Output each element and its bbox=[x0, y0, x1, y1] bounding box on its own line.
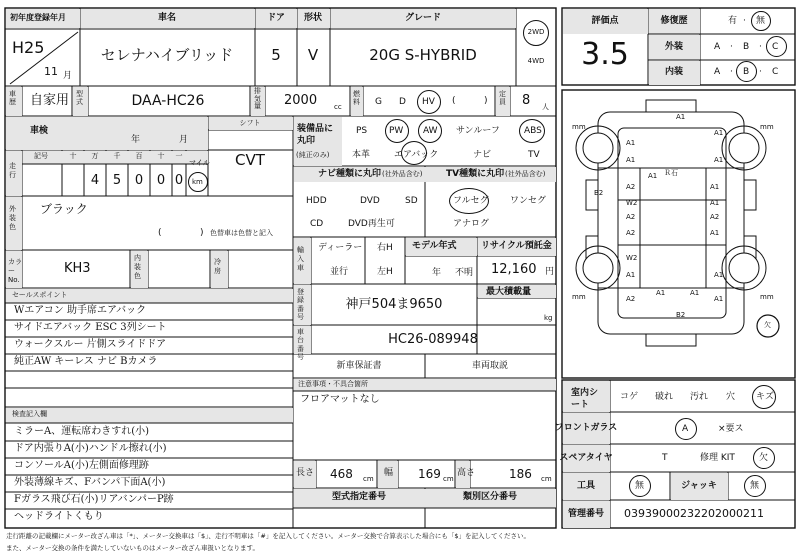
navi-label: ナビ種類に丸印 bbox=[318, 169, 382, 179]
diagram-mm-2: mm bbox=[760, 123, 774, 131]
diagram-mark-3: A1 bbox=[714, 129, 724, 137]
mileage-digit-5: 0 bbox=[174, 173, 184, 188]
shift-value: CVT bbox=[235, 151, 265, 169]
jack-none: 無 bbox=[750, 481, 760, 491]
displacement-value: 2000 bbox=[284, 93, 318, 108]
inspection-month: 月 bbox=[179, 135, 189, 145]
length-label: 長さ bbox=[296, 468, 315, 478]
fuel-hv: HV bbox=[422, 97, 435, 107]
mileage-label: 走行 bbox=[9, 162, 16, 180]
repair-history-label: 修復歴 bbox=[660, 16, 688, 26]
diagram-mark-7: B2 bbox=[594, 189, 604, 197]
people-unit: 人 bbox=[542, 103, 549, 111]
mileage-digit-1: 4 bbox=[90, 173, 100, 188]
spare-tire-t: T bbox=[662, 453, 668, 463]
seat-hole: 穴 bbox=[726, 392, 736, 402]
equip-navi: ナビ bbox=[473, 150, 492, 160]
diagram-mark-4: A1 bbox=[626, 156, 636, 164]
color-value: ブラック bbox=[40, 202, 88, 216]
drive-4wd: 4WD bbox=[527, 57, 545, 65]
door-count: 5 bbox=[271, 46, 281, 64]
repair-sep: · bbox=[743, 16, 746, 26]
type-designation-label: 型式指定番号 bbox=[331, 492, 387, 502]
diagram-mark-18: A1 bbox=[714, 271, 724, 279]
tv-fullseg: フルセグ bbox=[453, 196, 489, 206]
equip-aw: AW bbox=[423, 126, 438, 136]
repair-yes: 有 bbox=[728, 16, 738, 26]
exterior-sep-1: · bbox=[730, 42, 733, 52]
fuel-paren-close: ) bbox=[484, 96, 488, 106]
diagram-mark-15: A1 bbox=[710, 229, 720, 237]
color-paren-open: ( bbox=[158, 228, 162, 238]
sales-point-line-3: ウォークスルー 片側スライドドア bbox=[14, 339, 167, 350]
first-reg-month: 11 bbox=[44, 65, 58, 78]
inspector-line-3: コンソールA(小)左側面修理跡 bbox=[14, 460, 149, 471]
first-reg-month-unit: 月 bbox=[63, 71, 73, 81]
diagram-mark-10: W2 bbox=[626, 199, 638, 207]
place-1: 一 bbox=[175, 152, 183, 160]
diagram-mm-4: mm bbox=[760, 293, 774, 301]
inspection-label: 車検 bbox=[30, 126, 49, 136]
import-dealer: ディーラー bbox=[318, 243, 363, 253]
repair-no: 無 bbox=[756, 16, 766, 26]
management-label: 管理番号 bbox=[567, 509, 605, 519]
windshield-value: A bbox=[682, 424, 689, 434]
place-100: 百 bbox=[135, 152, 143, 160]
diagram-mark-13: A2 bbox=[710, 213, 720, 221]
navi-cd: CD bbox=[310, 219, 324, 229]
kg-unit: kg bbox=[544, 314, 553, 322]
length-unit: cm bbox=[363, 475, 374, 483]
diagram-mm-1: mm bbox=[572, 123, 586, 131]
interior-seat-label: 室内シート bbox=[571, 388, 599, 410]
inspector-line-2: ドア内張りA(小)ハンドル擦れ(小) bbox=[14, 443, 167, 454]
score-label: 評価点 bbox=[591, 16, 619, 26]
place-1k: 千 bbox=[113, 152, 121, 160]
height-label: 高さ bbox=[457, 468, 476, 478]
capacity-value: 8 bbox=[522, 93, 531, 108]
diagram-mark-21: A1 bbox=[690, 289, 700, 297]
import-right-h: 右H bbox=[377, 243, 393, 253]
inspector-line-5: Fガラス飛び石(小)リアバンパーP跡 bbox=[14, 494, 174, 505]
car-name: セレナハイブリッド bbox=[100, 46, 234, 64]
import-label: 輸入車 bbox=[297, 246, 304, 273]
fuel-d: D bbox=[399, 97, 406, 107]
fuel-label: 燃料 bbox=[353, 90, 360, 107]
plate-label: 登録番号 bbox=[297, 288, 304, 322]
recycle-value: 12,160 bbox=[491, 262, 537, 277]
fuel-g: G bbox=[375, 97, 382, 107]
shape-label: 形状 bbox=[303, 13, 323, 23]
tv-label: TV種類に丸印 bbox=[446, 169, 505, 179]
diagram-mark-22: A2 bbox=[626, 295, 636, 303]
interior-color-label: 内装色 bbox=[134, 254, 141, 281]
tv-oneseg: ワンセグ bbox=[510, 196, 547, 206]
footer-line-1: 走行距離の記載欄にメーター改ざん車は「*」、メーター交換車は「$」、走行不明車は「#」を記入してください。メーター交換で合算表示した場合にも「$」を記入してください。 bbox=[6, 532, 530, 540]
diagram-roof-mark: Ｒ石 bbox=[664, 169, 678, 177]
capacity-label: 定員 bbox=[499, 90, 506, 107]
diagram-mark-23: A1 bbox=[714, 295, 724, 303]
inspector-line-1: ミラーA、運転席わきすれ(小) bbox=[14, 426, 150, 437]
navi-dvd-playback: DVD再生可 bbox=[348, 219, 395, 229]
exterior-grade-b: B bbox=[743, 42, 750, 52]
vehicle-manual: 車両取説 bbox=[471, 361, 509, 371]
drive-2wd: 2WD bbox=[527, 28, 545, 36]
ac-label: 冷房 bbox=[214, 258, 221, 276]
chassis-value: HC26-089948 bbox=[388, 332, 478, 347]
color-paren-close: ) bbox=[200, 228, 204, 238]
mile-label: マイル bbox=[189, 159, 210, 167]
color-no-label: カラーNo. bbox=[8, 258, 22, 285]
plate-value: 神戸504ま9650 bbox=[345, 297, 443, 312]
diagram-mark-1: A1 bbox=[676, 113, 686, 121]
max-load-label: 最大積載量 bbox=[486, 287, 532, 297]
navi-dvd: DVD bbox=[360, 196, 380, 206]
displacement-label: 排気量 bbox=[254, 87, 261, 111]
interior-sep-1: · bbox=[730, 67, 733, 77]
chassis-label: 車台番号 bbox=[297, 328, 304, 362]
height-value: 186 bbox=[509, 467, 532, 481]
height-unit: cm bbox=[541, 475, 552, 483]
import-left-h: 左H bbox=[377, 267, 393, 277]
category-label: 車歴 bbox=[9, 90, 16, 107]
recycle-label: リサイクル預託金 bbox=[481, 241, 552, 251]
diagram-lack-mark: 欠 bbox=[764, 321, 771, 329]
door-label: ドア bbox=[267, 13, 285, 23]
sales-point-line-1: Wエアコン 助手席エアバック bbox=[14, 305, 147, 316]
diagram-mark-9: A1 bbox=[710, 183, 720, 191]
equip-abs: ABS bbox=[524, 126, 542, 136]
tv-note: (社外品含む) bbox=[505, 170, 546, 178]
exterior-label: 外装 bbox=[664, 42, 684, 52]
equip-pw: PW bbox=[389, 126, 404, 136]
width-value: 169 bbox=[418, 467, 441, 481]
inspector-line-4: 外装薄線キズ、Fバンパ下面A(小) bbox=[14, 477, 166, 488]
diagram-mark-6: A1 bbox=[648, 172, 658, 180]
equip-airbag: エアバック bbox=[394, 150, 439, 160]
windshield-label: フロントガラス bbox=[554, 423, 618, 433]
inspector-label: 検査記入欄 bbox=[12, 410, 47, 418]
inspector-line-6: ヘッドライトくもり bbox=[14, 511, 104, 522]
km-label: km bbox=[192, 178, 203, 186]
first-reg-era: H25 bbox=[12, 38, 45, 57]
spare-tire-kit: 修理 KIT bbox=[700, 453, 735, 463]
equip-ps: PS bbox=[356, 126, 368, 136]
grade-label: グレード bbox=[404, 13, 442, 23]
navi-note: (社外品含む) bbox=[382, 170, 423, 178]
interior-grade-b: B bbox=[743, 67, 750, 77]
new-car-warranty: 新車保証書 bbox=[336, 361, 382, 371]
car-name-label: 車名 bbox=[157, 13, 177, 23]
interior-label: 内装 bbox=[664, 67, 684, 77]
diagram-mark-8: A2 bbox=[626, 183, 636, 191]
equip-sunroof: サンルーフ bbox=[456, 126, 500, 136]
tools-none: 無 bbox=[635, 481, 645, 491]
model-year-unknown: 不明 bbox=[455, 268, 474, 278]
diagram-mark-2: A1 bbox=[626, 139, 636, 147]
yen-unit: 円 bbox=[545, 267, 555, 277]
interior-grade-c: C bbox=[772, 67, 779, 77]
notes-value: フロアマットなし bbox=[300, 394, 380, 405]
first-reg-label: 初年度登録年月 bbox=[10, 13, 66, 22]
model-year-label: モデル年式 bbox=[412, 241, 457, 251]
tv-analog: アナログ bbox=[453, 219, 490, 229]
footer-line-2: また、メーター交換の条件を満たしていないものはメーター改ざん車扱いとなります。 bbox=[6, 544, 259, 552]
equip-tv: TV bbox=[528, 150, 540, 160]
diagram-mark-14: A2 bbox=[626, 229, 636, 237]
sales-points-label: セールスポイント bbox=[12, 291, 68, 299]
equipment-note: (純正のみ) bbox=[296, 151, 330, 159]
grade-value: 20G S-HYBRID bbox=[369, 46, 477, 64]
category-value: 自家用 bbox=[30, 93, 70, 108]
color-label: 外装色 bbox=[9, 205, 16, 232]
mileage-digit-3: 0 bbox=[134, 173, 144, 188]
place-100k: 十 bbox=[69, 152, 77, 160]
shift-label: シフト bbox=[239, 119, 261, 127]
width-label: 幅 bbox=[384, 468, 394, 478]
mileage-digit-2: 5 bbox=[112, 173, 122, 188]
interior-grade-a: A bbox=[714, 67, 721, 77]
mileage-digit-4: 0 bbox=[156, 173, 166, 188]
seat-stain: 汚れ bbox=[690, 392, 709, 402]
score-value: 3.5 bbox=[581, 37, 629, 72]
spare-tire-label: スペアタイヤ bbox=[559, 453, 613, 463]
diagram-mark-16: W2 bbox=[626, 254, 638, 262]
spare-tire-missing: 欠 bbox=[759, 453, 769, 463]
diagram-mm-3: mm bbox=[572, 293, 586, 301]
model-label: 型式 bbox=[76, 90, 83, 107]
diagram-mark-11: A1 bbox=[710, 199, 720, 207]
diagram-mark-17: A1 bbox=[626, 271, 636, 279]
equip-leather: 本革 bbox=[352, 150, 371, 160]
exterior-grade-a: A bbox=[714, 42, 721, 52]
place-10: 十 bbox=[157, 152, 165, 160]
tools-label: 工具 bbox=[576, 481, 596, 491]
seat-scratch: キズ bbox=[756, 392, 774, 402]
exterior-sep-2: · bbox=[759, 42, 762, 52]
class-number-label: 類別区分番号 bbox=[462, 492, 518, 502]
inspection-year: 年 bbox=[131, 135, 141, 145]
seat-burn: コゲ bbox=[620, 392, 639, 402]
sales-point-line-2: サイドエアバック ESC 3列シート bbox=[14, 322, 167, 333]
seat-tear: 破れ bbox=[655, 392, 674, 402]
navi-sd: SD bbox=[405, 196, 418, 206]
width-unit: cm bbox=[443, 475, 454, 483]
color-no-value: KH3 bbox=[64, 261, 91, 276]
color-note: 色替車は色替と記入 bbox=[210, 229, 273, 237]
diagram-mark-5: A1 bbox=[714, 156, 724, 164]
interior-sep-2: · bbox=[759, 67, 762, 77]
body-shape: V bbox=[307, 46, 319, 64]
fuel-paren-open: ( bbox=[452, 96, 456, 106]
equipment-label: 装備品に丸印 bbox=[297, 124, 334, 146]
management-value: 03939000232202000211 bbox=[624, 507, 764, 520]
windshield-replace: ×要ス bbox=[718, 424, 744, 434]
cc-unit: cc bbox=[334, 103, 342, 111]
navi-hdd: HDD bbox=[306, 196, 327, 206]
mileage-code-label: 記号 bbox=[34, 152, 48, 160]
sales-point-line-4: 純正AW キーレス ナビ Bカメラ bbox=[14, 356, 158, 367]
length-value: 468 bbox=[330, 467, 353, 481]
model-value: DAA-HC26 bbox=[131, 93, 205, 109]
exterior-grade-c: C bbox=[772, 42, 779, 52]
place-10k: 万 bbox=[91, 152, 99, 160]
notes-label: 注意事項・不具合箇所 bbox=[298, 380, 368, 388]
model-year-unit: 年 bbox=[432, 268, 442, 278]
diagram-mark-19: B2 bbox=[676, 311, 686, 319]
diagram-mark-12: A2 bbox=[626, 213, 636, 221]
import-parallel: 並行 bbox=[330, 267, 349, 277]
diagram-mark-20: A1 bbox=[656, 289, 666, 297]
jack-label: ジャッキ bbox=[681, 481, 717, 491]
